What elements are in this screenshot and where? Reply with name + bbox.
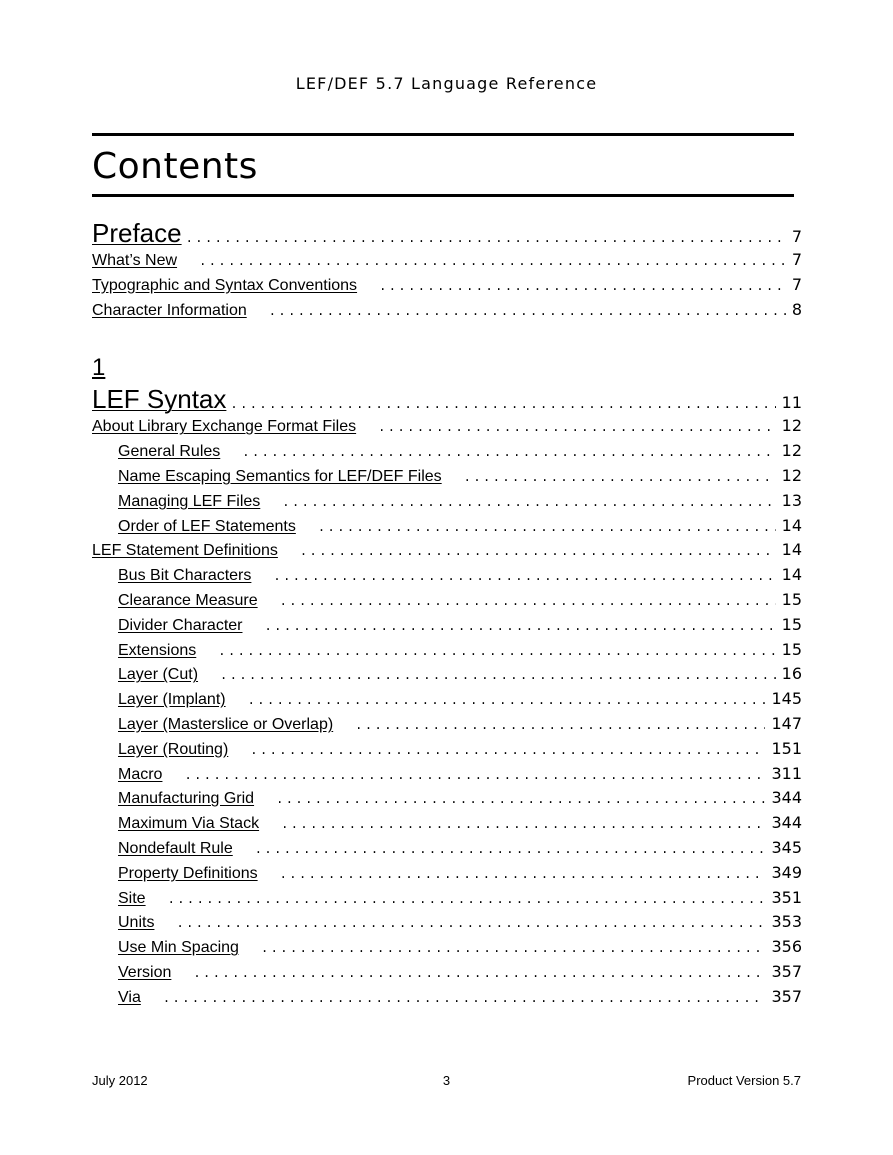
dot-leader	[261, 941, 766, 955]
page-number: 356	[771, 937, 802, 957]
toc-entry-link[interactable]: Layer (Cut)	[118, 666, 199, 684]
toc-entry-link[interactable]: Units	[118, 914, 155, 932]
bottom-rule	[92, 194, 794, 197]
dot-leader	[264, 619, 775, 633]
toc-entry	[92, 516, 802, 541]
page-number: 357	[771, 961, 802, 981]
toc-entry-link[interactable]: Via	[118, 988, 141, 1006]
toc-entry-link[interactable]: Name Escaping Semantics for LEF/DEF Files	[118, 467, 442, 485]
footer-product-version: Product Version 5.7	[687, 1073, 801, 1088]
dot-leader	[378, 420, 776, 434]
page-number: 147	[771, 713, 802, 733]
dot-leader	[255, 842, 766, 856]
preface-entries	[92, 250, 802, 324]
dot-leader	[282, 495, 775, 509]
toc-entry-link[interactable]: About Library Exchange Format Files	[92, 418, 357, 436]
page-number: 8	[791, 299, 802, 319]
preface-link[interactable]: Preface	[92, 218, 182, 248]
toc-entry-link[interactable]: Layer (Masterslice or Overlap)	[118, 715, 334, 733]
toc-entry	[92, 565, 802, 590]
toc-entry-link[interactable]: Maximum Via Stack	[118, 815, 260, 833]
dot-leader	[168, 892, 766, 906]
toc-entry-link[interactable]: Layer (Routing)	[118, 740, 229, 758]
toc-entry	[92, 714, 802, 739]
footer-page-number: 3	[442, 1073, 451, 1088]
table-of-contents	[92, 218, 802, 1012]
toc-entry-link[interactable]: Character Information	[92, 301, 247, 319]
toc-entry	[92, 615, 802, 640]
page-number: 13	[781, 490, 802, 510]
page-number: 7	[791, 274, 802, 294]
dot-leader	[273, 569, 775, 583]
toc-entry-link[interactable]: Nondefault Rule	[118, 839, 233, 857]
page-number: 14	[781, 540, 802, 560]
dot-leader	[248, 693, 766, 707]
toc-entry-link[interactable]: Site	[118, 889, 146, 907]
page-number: 7	[791, 227, 802, 246]
toc-entry-link[interactable]: LEF Statement Definitions	[92, 542, 278, 560]
page-number: 14	[781, 515, 802, 535]
dot-leader	[199, 254, 786, 268]
toc-entry-link[interactable]: Layer (Implant)	[118, 691, 226, 709]
page-number: 7	[791, 250, 802, 269]
dot-leader	[276, 792, 765, 806]
toc-entry-link[interactable]: Managing LEF Files	[118, 492, 261, 510]
dot-leader	[242, 445, 775, 459]
dot-leader	[230, 397, 775, 411]
page-number: 344	[771, 788, 802, 808]
dot-leader	[193, 966, 765, 980]
page-number: 349	[771, 862, 802, 882]
toc-entry	[92, 739, 802, 764]
page-number: 344	[771, 813, 802, 833]
dot-leader	[280, 594, 776, 608]
dot-leader	[163, 991, 766, 1005]
toc-entry	[92, 640, 802, 665]
dot-leader	[220, 668, 776, 682]
toc-entry	[92, 491, 802, 516]
dot-leader	[355, 718, 765, 732]
dot-leader	[218, 644, 775, 658]
running-header: LEF/DEF 5.7 Language Reference	[295, 74, 598, 93]
dot-leader	[184, 768, 765, 782]
toc-section-preface	[92, 218, 802, 250]
dot-leader	[464, 470, 776, 484]
chapter-number	[92, 354, 802, 384]
toc-entry-link[interactable]: Order of LEF Statements	[118, 517, 296, 535]
toc-entry	[92, 664, 802, 689]
toc-entry	[92, 962, 802, 987]
page-number: 12	[781, 465, 802, 485]
toc-entry	[92, 441, 802, 466]
page-number: 12	[781, 416, 802, 436]
toc-entry	[92, 275, 802, 300]
toc-section-lef-syntax	[92, 384, 802, 416]
contents-title: Contents	[92, 146, 258, 187]
dot-leader	[281, 817, 765, 831]
dot-leader	[280, 867, 766, 881]
page-number: 145	[771, 689, 802, 709]
toc-entry-link[interactable]: Clearance Measure	[118, 591, 258, 609]
toc-entry	[92, 416, 802, 441]
chapter-number-link[interactable]: 1	[92, 354, 106, 382]
toc-entry	[92, 838, 802, 863]
page-number: 16	[781, 664, 802, 684]
dot-leader	[176, 916, 765, 930]
toc-entry-link[interactable]: Divider Character	[118, 616, 243, 634]
page-number: 351	[771, 887, 802, 907]
toc-entry	[92, 590, 802, 615]
page-number: 12	[781, 441, 802, 461]
page-number: 357	[771, 986, 802, 1006]
toc-entry-link[interactable]: Use Min Spacing	[118, 939, 239, 957]
toc-entry	[92, 912, 802, 937]
dot-leader	[250, 743, 765, 757]
chapter1-entries	[92, 416, 802, 1011]
footer-date: July 2012	[92, 1073, 148, 1088]
page-number: 15	[781, 614, 802, 634]
toc-entry	[92, 888, 802, 913]
dot-leader	[300, 544, 776, 558]
toc-entry	[92, 300, 802, 325]
page-number: 311	[771, 763, 802, 783]
page-number: 353	[771, 912, 802, 932]
toc-entry-link[interactable]: General Rules	[118, 443, 221, 461]
toc-entry-link[interactable]: Typographic and Syntax Conventions	[92, 276, 358, 294]
toc-entry	[92, 764, 802, 789]
page-number: 14	[781, 565, 802, 585]
toc-entry	[92, 540, 802, 565]
dot-leader	[269, 304, 786, 318]
page-number: 15	[781, 589, 802, 609]
toc-entry-link[interactable]: Bus Bit Characters	[118, 567, 252, 585]
toc-entry	[92, 813, 802, 838]
toc-entry	[92, 788, 802, 813]
page-number: 151	[771, 738, 802, 758]
page-number: 345	[771, 837, 802, 857]
page-number: 15	[781, 639, 802, 659]
dot-leader	[318, 520, 776, 534]
toc-entry-link[interactable]: Macro	[118, 765, 163, 783]
dot-leader	[186, 231, 786, 245]
toc-entry	[92, 689, 802, 714]
lef-syntax-link[interactable]: LEF Syntax	[92, 384, 227, 415]
toc-entry	[92, 987, 802, 1012]
toc-entry-link[interactable]: What’s New	[92, 252, 178, 269]
dot-leader	[379, 279, 786, 293]
page-number: 11	[781, 393, 802, 413]
toc-entry	[92, 937, 802, 962]
toc-entry	[92, 250, 802, 275]
toc-entry	[92, 466, 802, 491]
toc-entry-link[interactable]: Extensions	[118, 641, 197, 659]
toc-entry-link[interactable]: Version	[118, 963, 172, 981]
top-rule	[92, 133, 794, 136]
toc-entry-link[interactable]: Manufacturing Grid	[118, 790, 255, 808]
toc-entry-link[interactable]: Property Definitions	[118, 864, 258, 882]
toc-entry	[92, 863, 802, 888]
